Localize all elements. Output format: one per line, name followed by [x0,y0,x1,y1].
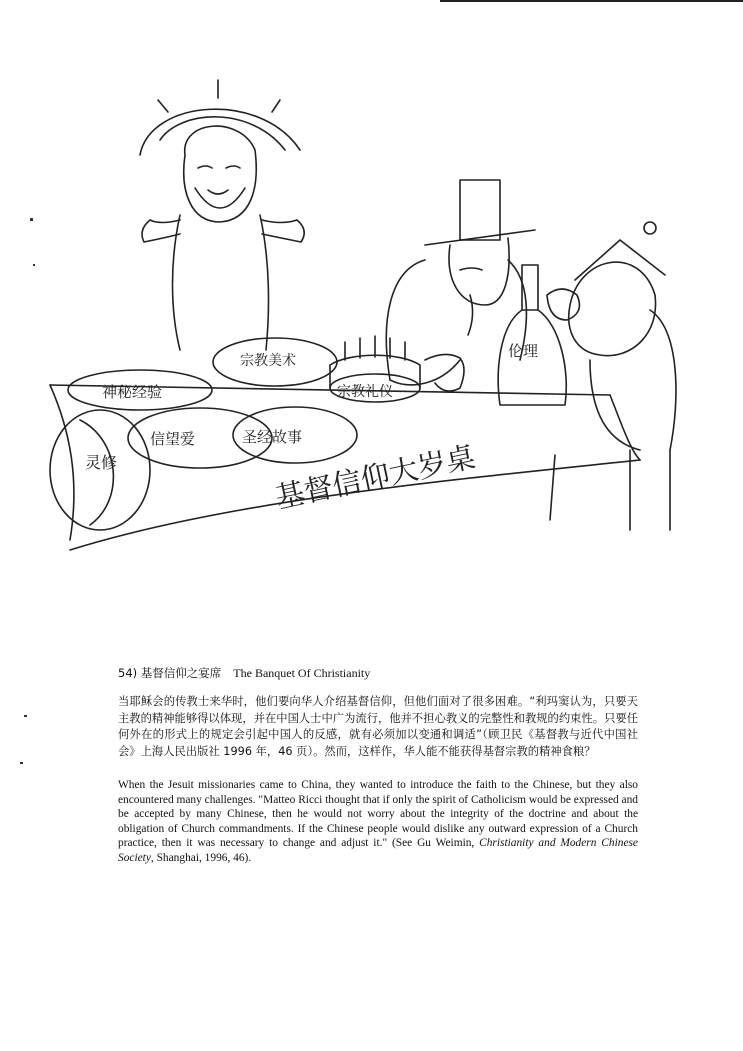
ethics-label-group [508,342,538,360]
dish-spiritual-cultivation-fish [50,410,150,530]
label-spiritual-cultivation: 灵修 [85,453,118,472]
dish-bible-stories [233,407,357,463]
english-book-title: Christianity and Modern Chinese Society [118,837,638,864]
label-mystical-experience: 神秘经验 [102,383,163,401]
label-religious-art: 宗教美术 [240,353,296,369]
english-main-text: When the Jesuit missionaries came to China, they wanted to introduce the faith to the Chinese, but they also encountered many challenges. "Matteo Ricci thought that if only the spirit of Catholicism would be expressed and be accepted by many Chinese, then he would not worry about the integrity of the doctrine and about the obligation of Church commandments. If the Chinese people would dislike any outward expression of a Church practice, then it was necessary to change and adjust it." (See Gu Weimin, [118,779,638,850]
caption-english: The Banquet Of Christianity [233,666,371,680]
table-title-group [272,439,478,514]
scan-speck [24,715,27,717]
chinese-paragraph: 当耶稣会的传教士来华时，他们要向华人介绍基督信仰，但他们面对了很多困难。“利玛窦认为，只要天主教的精神能够得以体现，并在中国人士中广为流行，他并不担心教义的完整性和教规的约束性。只要任何外在的形式上的规定会引起中国人的反感，就有必须加以变通和调适”（顾卫民《基督教与近代中国社会》上海人民出版社 1996 年，46 页）。然而，这样作，华人能不能获得基督宗教的精神食粮？ [118,695,638,758]
top-edge-rule [440,0,743,2]
label-faith-hope-love: 信望爱 [150,430,196,448]
jesus-figure [140,80,304,350]
dish-religious-art [213,338,337,386]
label-bible-stories: 圣经故事 [242,428,303,446]
english-paragraph [118,778,638,866]
banquet-cartoon-illustration [30,60,680,570]
english-citation-tail: , Shanghai, 1996, 46). [150,851,252,864]
caption-chinese: 54) 基督信仰之宴席 [118,666,222,680]
figure-caption [118,665,370,681]
label-table-title: 基督信仰大岁桌 [272,439,479,515]
dish-mystical-experience [68,370,212,410]
label-ethics: 伦理 [508,342,539,360]
label-religious-ritual: 宗教礼仪 [337,384,393,400]
scan-speck [20,762,23,764]
wine-bottle [498,265,566,405]
